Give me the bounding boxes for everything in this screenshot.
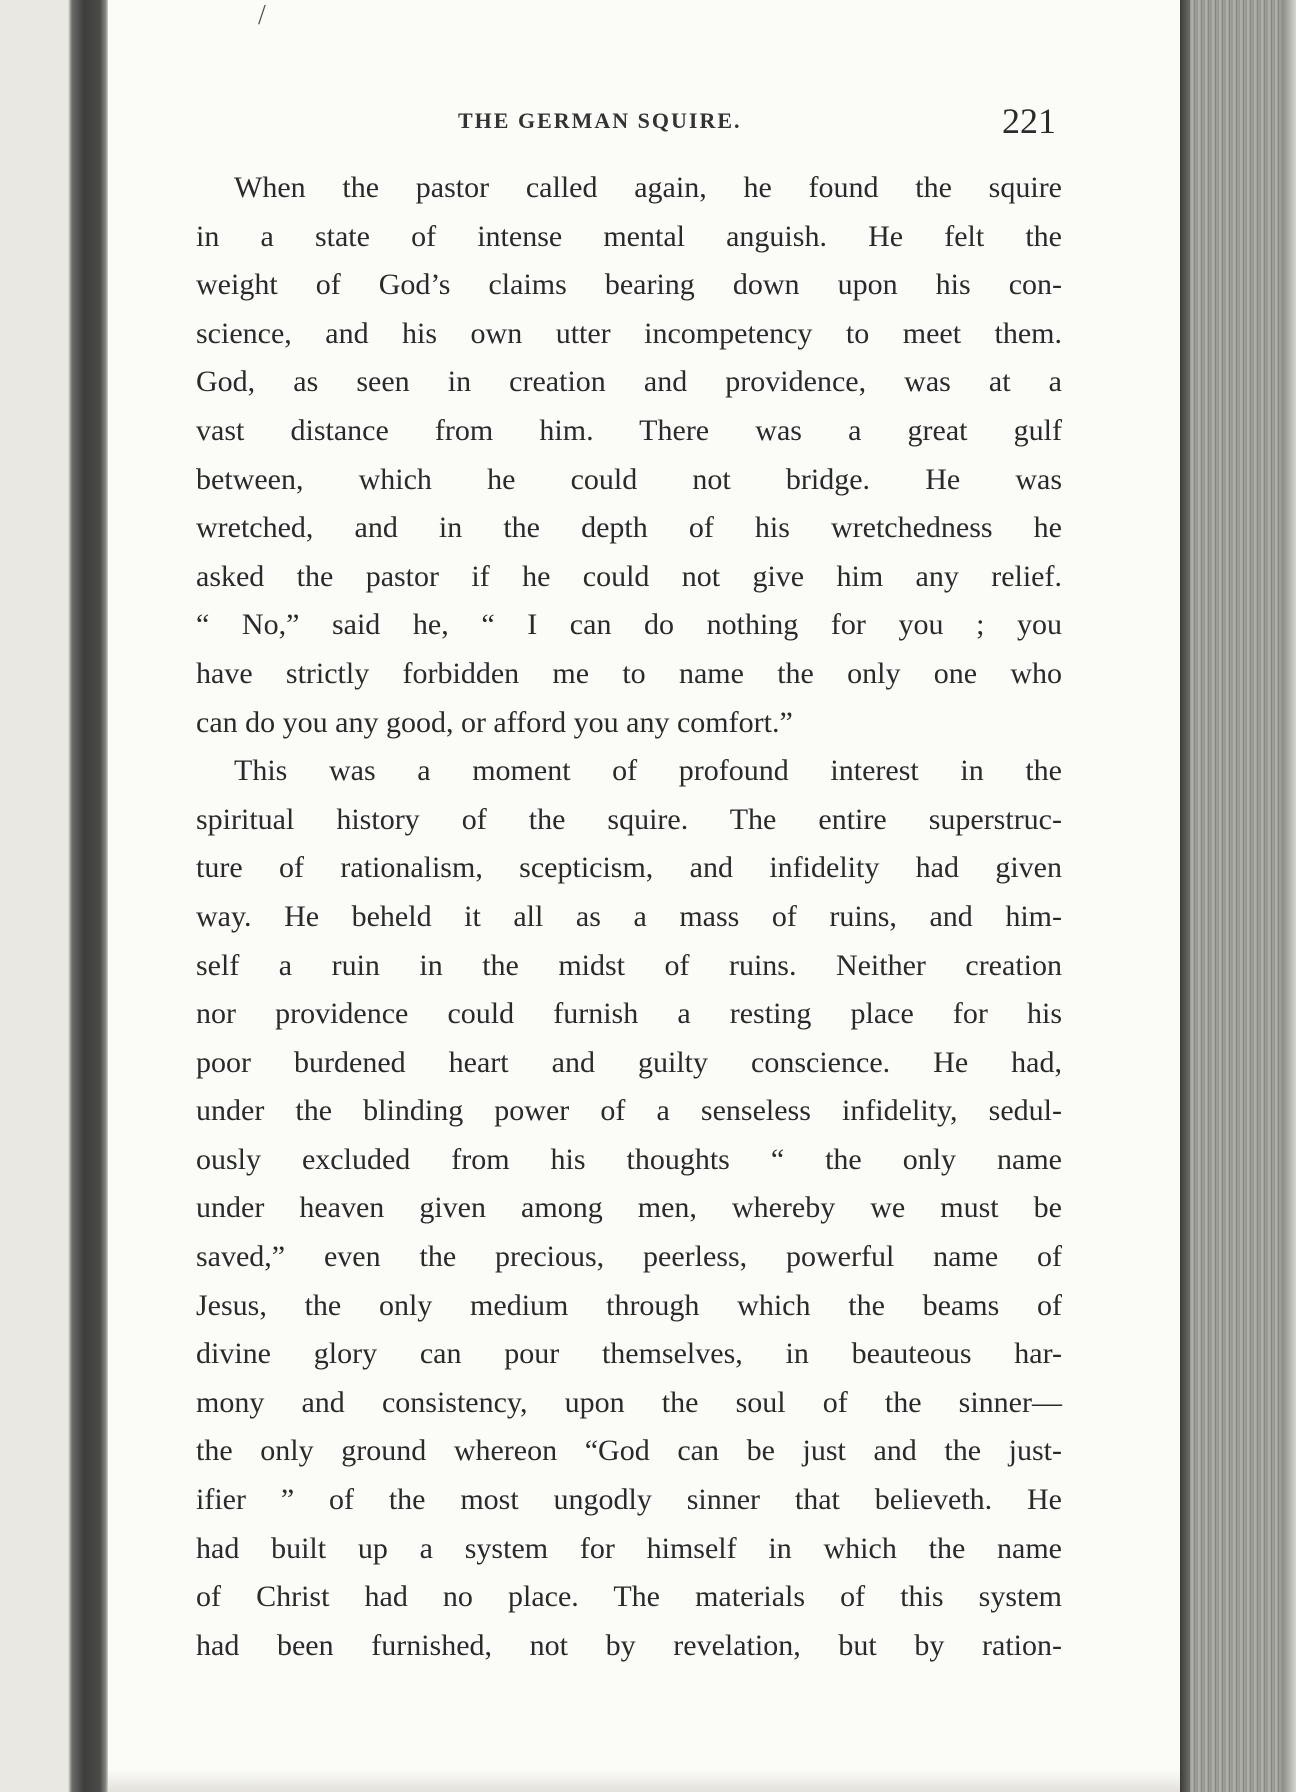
page-number: 221 bbox=[1002, 101, 1056, 141]
text-line: had built up a system for himself in which the name bbox=[196, 1531, 1062, 1565]
text-line: way. He beheld it all as a mass of ruins, and him- bbox=[196, 899, 1062, 933]
book-gutter bbox=[0, 0, 108, 1792]
text-line: Jesus, the only medium through which the beams of bbox=[196, 1288, 1062, 1322]
text-line: spiritual history of the squire. The entire superstruc- bbox=[196, 802, 1062, 836]
text-line: poor burdened heart and guilty conscience. He had, bbox=[196, 1045, 1062, 1079]
text-line: wretched, and in the depth of his wretchedness he bbox=[196, 511, 1062, 545]
text-line: under the blinding power of a senseless infidelity, sedul- bbox=[196, 1094, 1062, 1128]
text-line: weight of God’s claims bearing down upon his con- bbox=[196, 268, 1062, 302]
page-bottom-shadow bbox=[108, 1770, 1180, 1792]
text-line: This was a moment of profound interest in the bbox=[234, 754, 1062, 788]
text-line: asked the pastor if he could not give him any relief. bbox=[196, 559, 1062, 593]
text-line: vast distance from him. There was a great gulf bbox=[196, 413, 1062, 447]
scan-speck: / bbox=[258, 0, 266, 31]
text-line: “ No,” said he, “ I can do nothing for you ; you bbox=[196, 608, 1062, 642]
text-line: in a state of intense mental anguish. He felt the bbox=[196, 219, 1062, 253]
text-line: science, and his own utter incompetency to meet them. bbox=[196, 316, 1062, 350]
text-line: the only ground whereon “God can be just and the just- bbox=[196, 1434, 1062, 1468]
text-line: divine glory can pour themselves, in beauteous har- bbox=[196, 1337, 1062, 1371]
body-text bbox=[196, 164, 1062, 1670]
running-head bbox=[196, 100, 1060, 144]
text-line: mony and consistency, upon the soul of the sinner— bbox=[196, 1385, 1062, 1419]
page-fore-edge bbox=[1180, 0, 1296, 1792]
text-line: of Christ had no place. The materials of this system bbox=[196, 1580, 1062, 1614]
text-line: self a ruin in the midst of ruins. Neither creation bbox=[196, 948, 1062, 982]
text-line: have strictly forbidden me to name the only one who bbox=[196, 656, 1062, 690]
running-title: THE GERMAN SQUIRE. bbox=[458, 108, 742, 133]
text-line: ously excluded from his thoughts “ the only name bbox=[196, 1142, 1062, 1176]
text-line: can do you any good, or afford you any comfort.” bbox=[196, 705, 793, 739]
text-line: saved,” even the precious, peerless, powerful name of bbox=[196, 1240, 1062, 1274]
text-line: ifier ” of the most ungodly sinner that believeth. He bbox=[196, 1483, 1062, 1517]
text-line: under heaven given among men, whereby we must be bbox=[196, 1191, 1062, 1225]
text-line: had been furnished, not by revelation, but by ration- bbox=[196, 1628, 1062, 1662]
text-line: When the pastor called again, he found the squire bbox=[234, 171, 1062, 204]
text-line: ture of rationalism, scepticism, and infidelity had given bbox=[196, 851, 1062, 885]
text-line: between, which he could not bridge. He was bbox=[196, 462, 1062, 496]
text-line: God, as seen in creation and providence, was at a bbox=[196, 365, 1062, 399]
text-line: nor providence could furnish a resting place for his bbox=[196, 997, 1062, 1031]
